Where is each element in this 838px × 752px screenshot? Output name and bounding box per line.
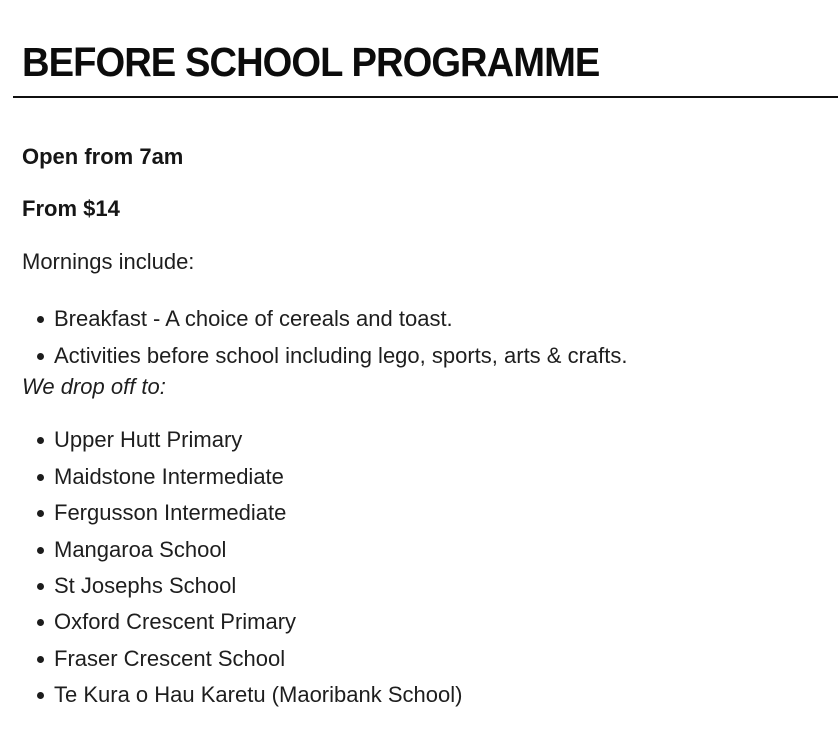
- title-divider: [13, 96, 838, 98]
- school-list-item: Mangaroa School: [54, 532, 816, 568]
- mornings-list: [22, 301, 816, 374]
- price-text: From $14: [22, 196, 120, 222]
- school-list-item: Upper Hutt Primary: [54, 422, 816, 458]
- school-list-item: Maidstone Intermediate: [54, 459, 816, 495]
- dropoff-school-list: [22, 422, 816, 713]
- mornings-list-item: Activities before school including lego, sports, arts & crafts.: [54, 338, 816, 374]
- mornings-list-item: Breakfast - A choice of cereals and toast.: [54, 301, 816, 337]
- school-list-item: St Josephs School: [54, 568, 816, 604]
- school-list-item: Fergusson Intermediate: [54, 495, 816, 531]
- school-list-item: Te Kura o Hau Karetu (Maoribank School): [54, 677, 816, 713]
- mornings-label: Mornings include:: [22, 248, 195, 274]
- open-hours-text: Open from 7am: [22, 144, 184, 169]
- dropoff-label: We drop off to:: [22, 373, 166, 399]
- school-list-item: Oxford Crescent Primary: [54, 604, 816, 640]
- school-list-item: Fraser Crescent School: [54, 641, 816, 677]
- page-title: BEFORE SCHOOL PROGRAMME: [22, 39, 600, 85]
